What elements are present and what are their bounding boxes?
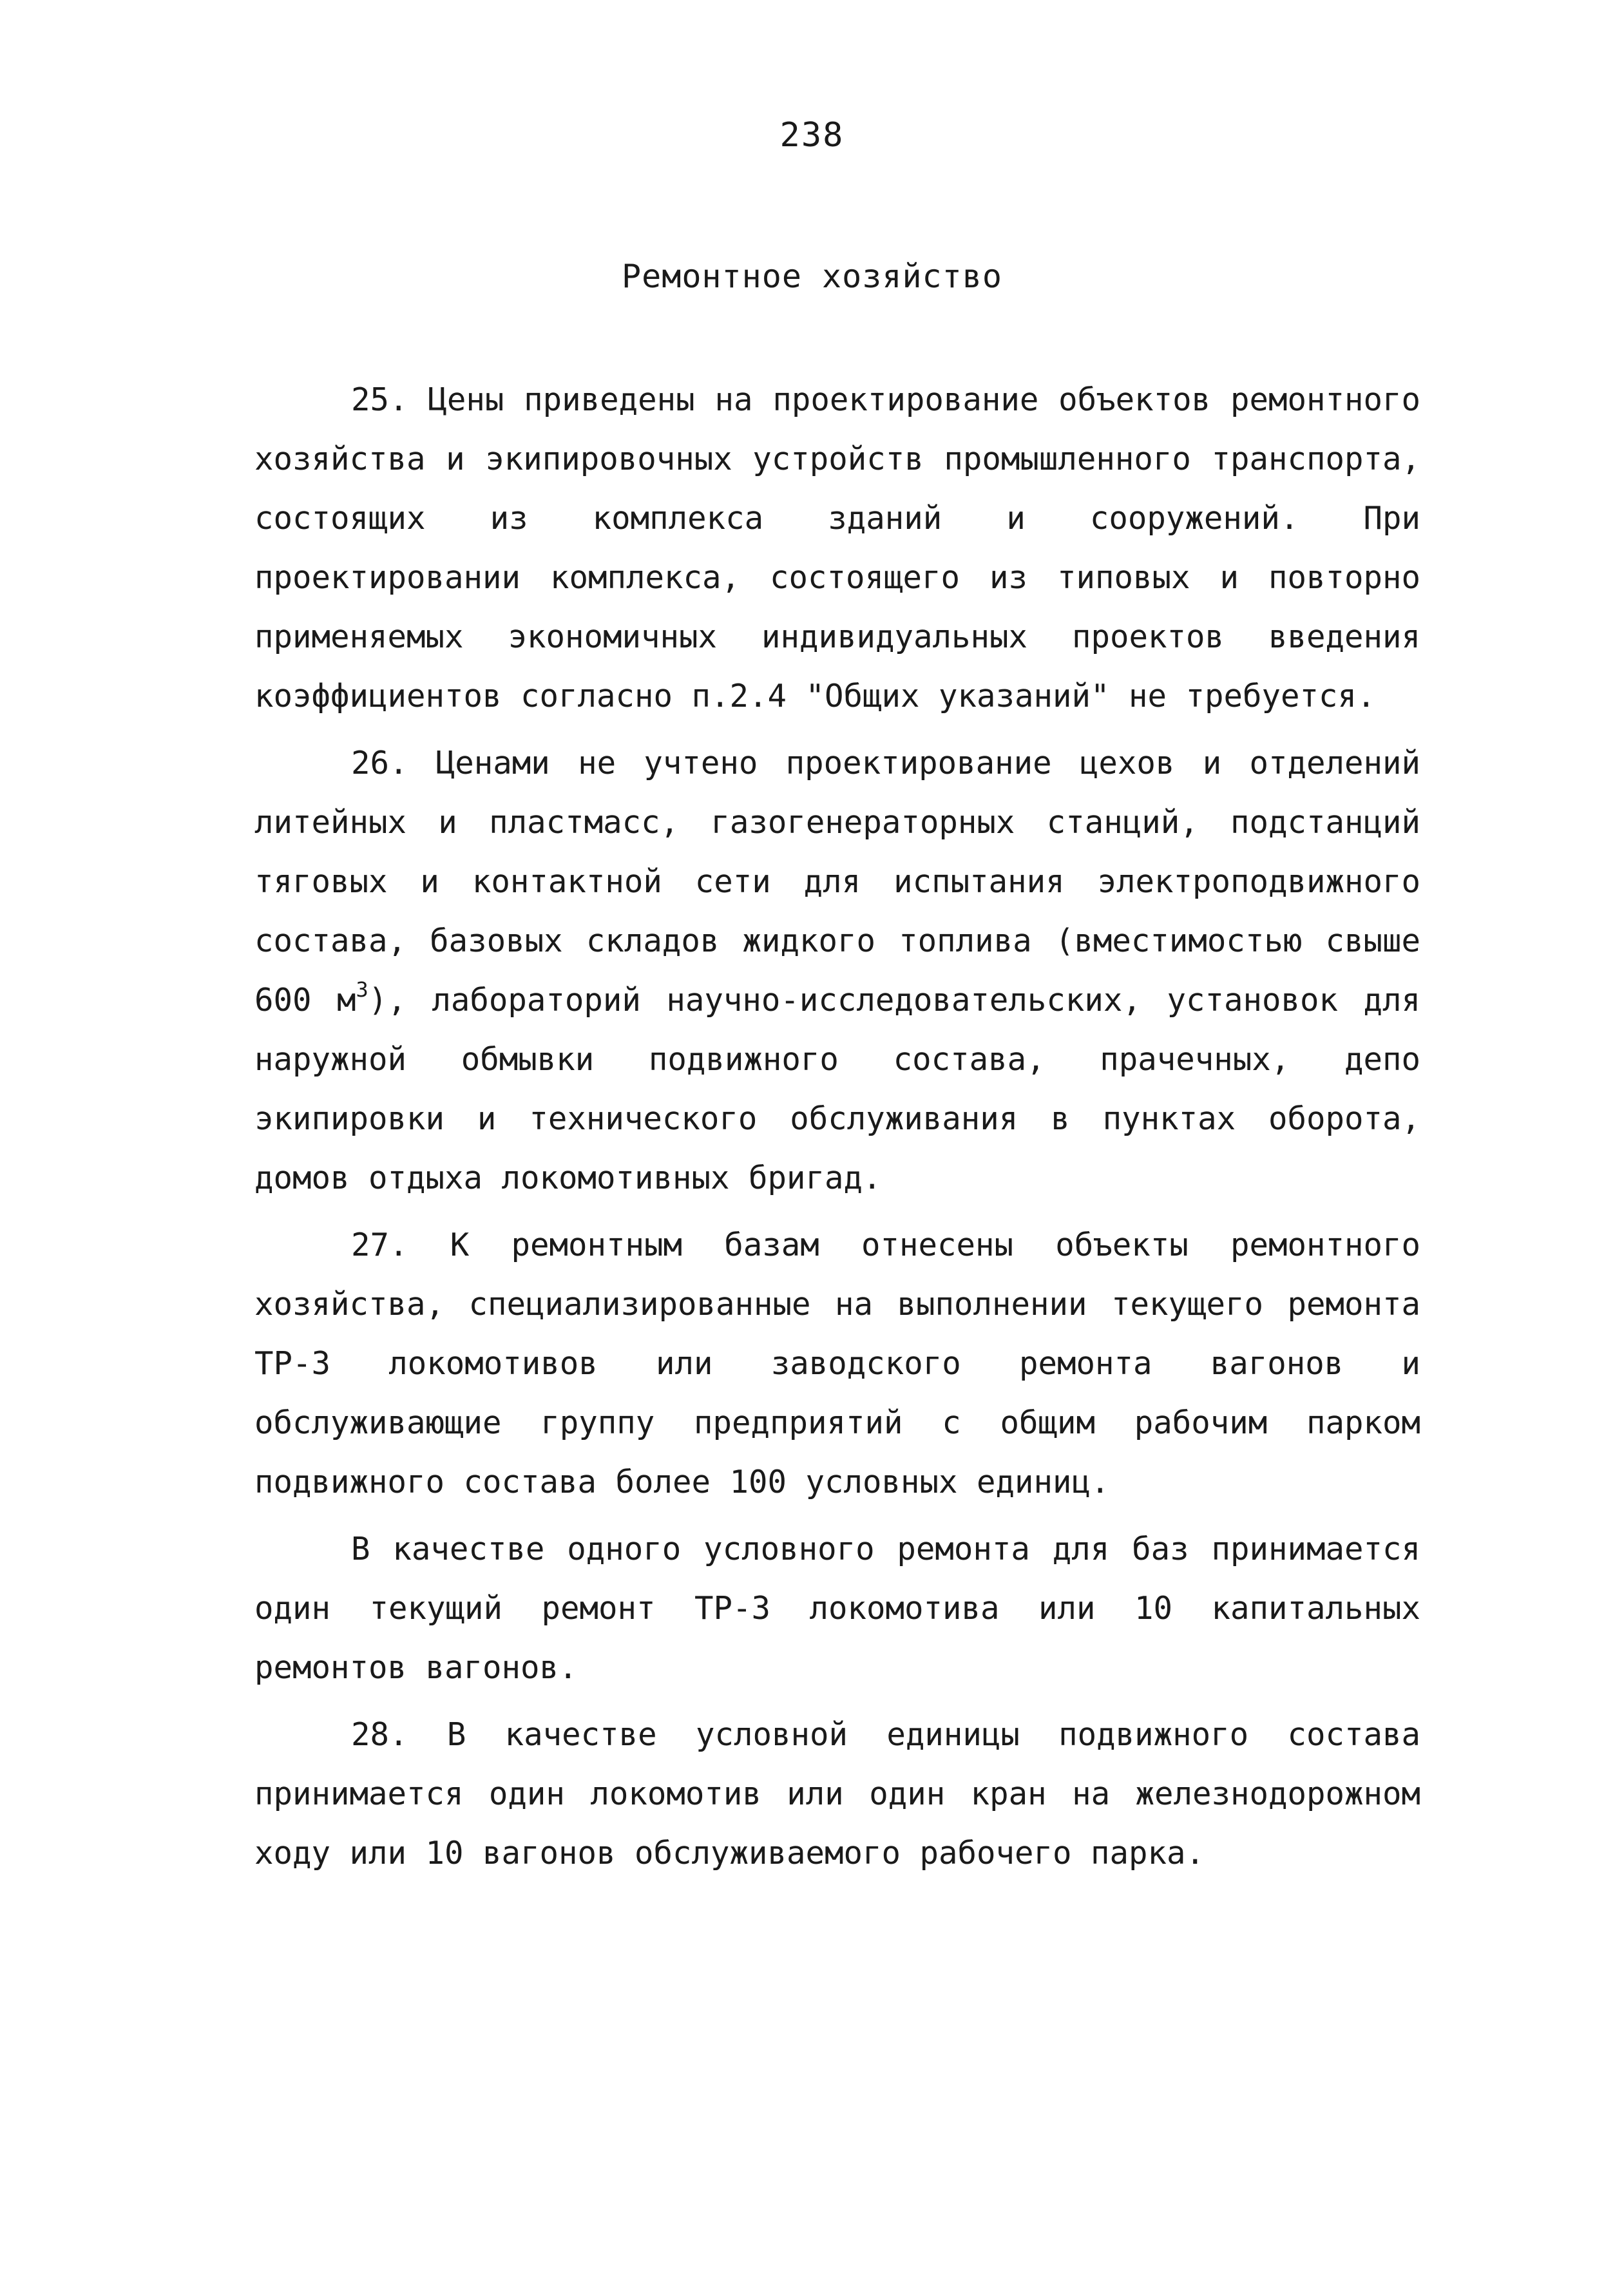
section-title: Ремонтное хозяйство — [622, 258, 1002, 295]
paragraph-26-text-b: ), лабораторий научно-исследовательских, установок для наружной обмывки подвижного состава, прачечных, депо экипировки и технического обслуживания в пунктах оборота, домов отдыха локомотивных бригад. — [254, 982, 1420, 1196]
paragraph-26-text-a: 26. Ценами не учтено проектирование цехов и отделений литейных и пластмасс, газогенераторных станций, подстанций тяговых и контактной сети для испытания электроподвижного состава, базовых складов жидкого топлива (вместимостью свыше 600 м — [254, 745, 1420, 1019]
page-number: 238 — [779, 116, 845, 155]
body-text — [254, 370, 1420, 1883]
paragraph-28: 28. В качестве условной единицы подвижного состава принимается один локомотив или один кран на железнодорожном ходу или 10 вагонов обслуживаемого рабочего парка. — [254, 1716, 1420, 1871]
paragraph-26 — [254, 734, 1420, 1208]
cubic-superscript: 3 — [356, 977, 368, 1002]
paragraph-27: 27. К ремонтным базам отнесены объекты ремонтного хозяйства, специализированные на выполнении текущего ремонта ТР-3 локомотивов или заводского ремонта вагонов и обслуживающие группу предприятий с общим рабочим парком подвижного состава более 100 условных единиц. — [254, 1227, 1420, 1500]
paragraph-27-note: В качестве одного условного ремонта для баз принимается один текущий ремонт ТР-3 локомотива или 10 капитальных ремонтов вагонов. — [254, 1531, 1420, 1686]
paragraph-25: 25. Цены приведены на проектирование объектов ремонтного хозяйства и экипировочных устройств промышленного транспорта, состоящих из комплекса зданий и сооружений. При проектировании комплекса, состоящего из типовых и повторно применяемых экономичных индивидуальных проектов введения коэффициентов согласно п.2.4 "Общих указаний" не требуется. — [254, 381, 1420, 714]
